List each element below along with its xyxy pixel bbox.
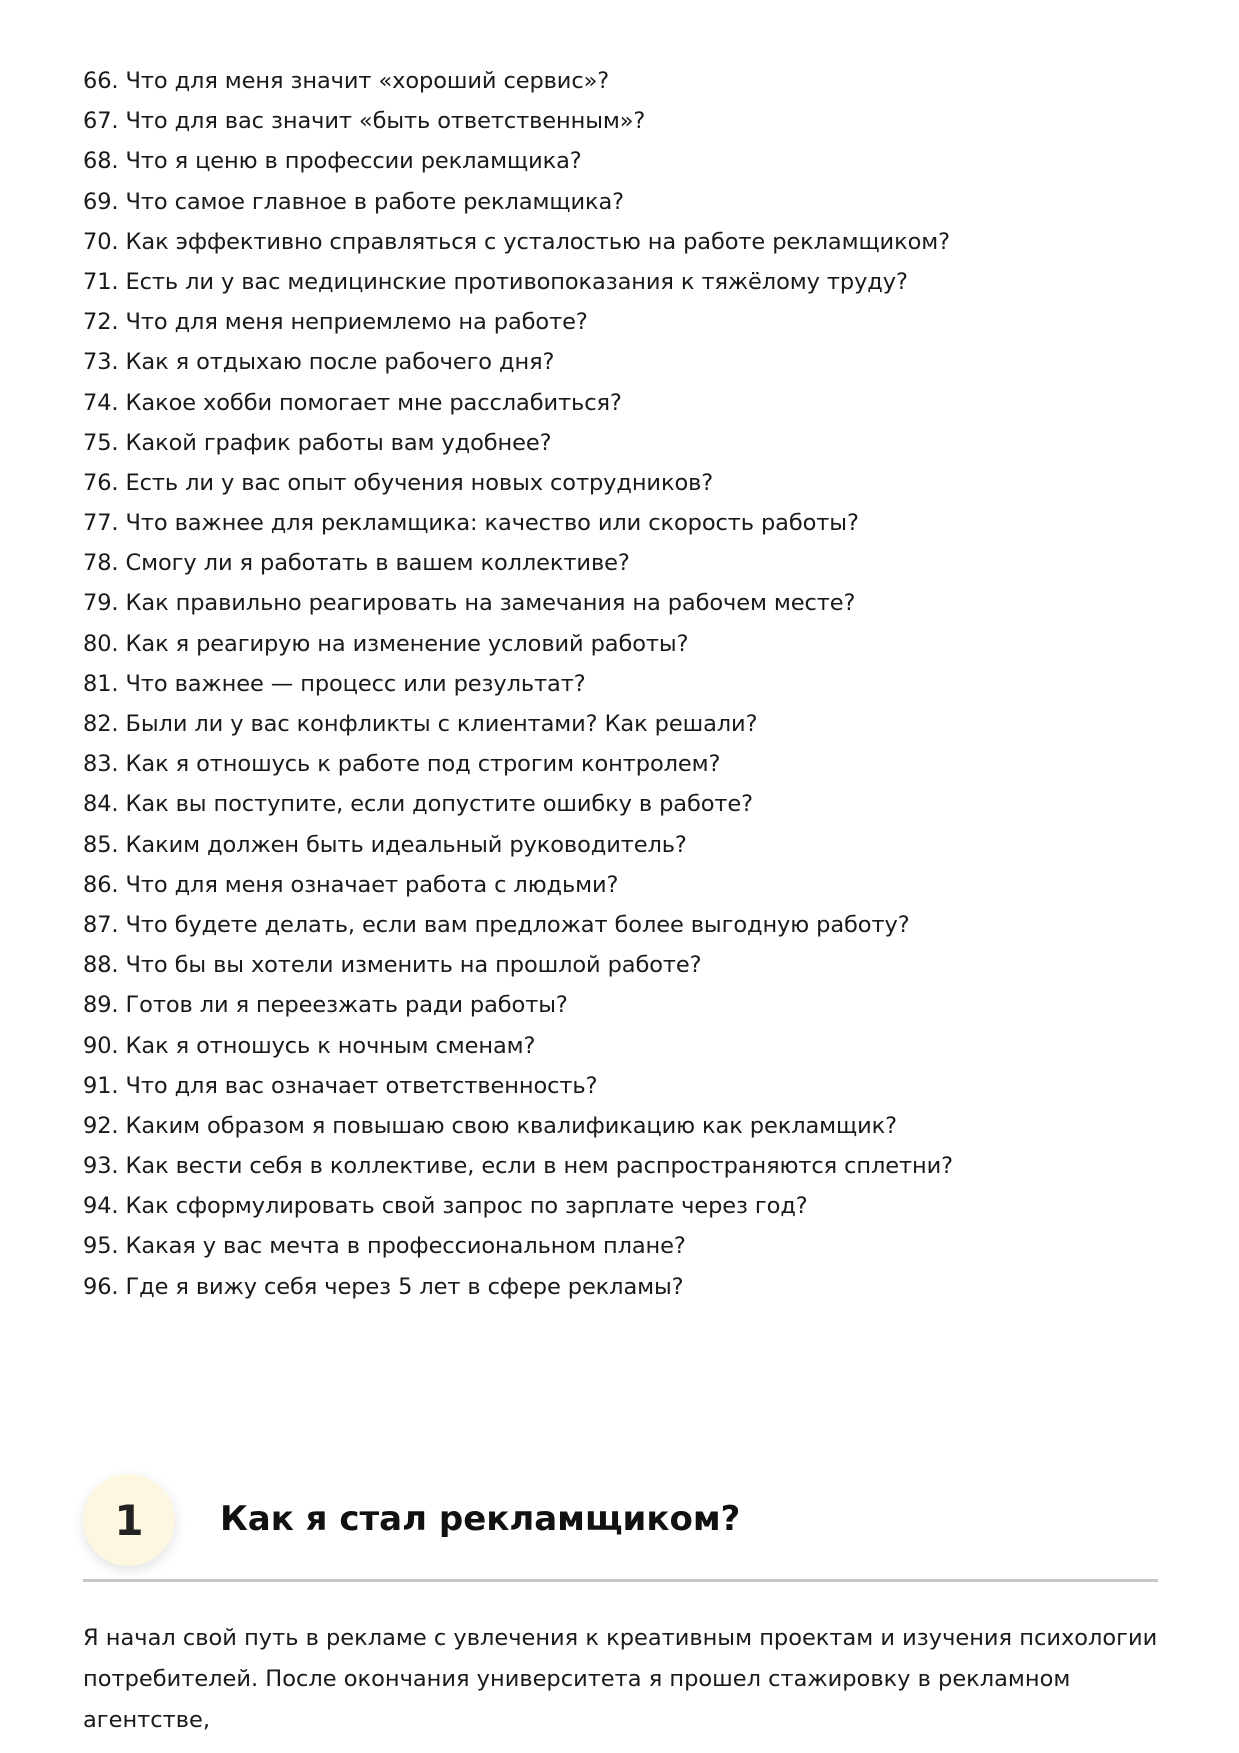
list-item: 85. Каким должен быть идеальный руководитель?: [83, 831, 687, 858]
list-item: 88. Что бы вы хотели изменить на прошлой работе?: [83, 952, 702, 979]
question-list: [83, 61, 953, 1307]
list-item: 81. Что важнее — процесс или результат?: [83, 670, 586, 697]
list-item: 66. Что для меня значит «хороший сервис»?: [83, 68, 610, 94]
list-item: 73. Как я отдыхаю после рабочего дня?: [83, 349, 555, 376]
list-item: 95. Какая у вас мечта в профессиональном плане?: [83, 1233, 686, 1260]
list-item: 94. Как сформулировать свой запрос по зарплате через год?: [83, 1193, 808, 1220]
list-item: 83. Как я отношусь к работе под строгим контролем?: [83, 751, 721, 778]
list-item: 87. Что будете делать, если вам предложат более выгодную работу?: [83, 911, 910, 938]
list-item: 71. Есть ли у вас медицинские противопоказания к тяжёлому труду?: [83, 268, 908, 295]
list-item: 84. Как вы поступите, если допустите ошибку в работе?: [83, 791, 754, 818]
list-item: 67. Что для вас значит «быть ответственным»?: [83, 108, 646, 135]
list-item: 68. Что я ценю в профессии рекламщика?: [83, 148, 582, 175]
list-item: 77. Что важнее для рекламщика: качество или скорость работы?: [83, 510, 859, 537]
list-item: 92. Каким образом я повышаю свою квалификацию как рекламщик?: [83, 1112, 897, 1139]
list-item: 75. Какой график работы вам удобнее?: [83, 429, 552, 456]
section-title: Как я стал рекламщиком?: [220, 1499, 741, 1539]
list-item: 89. Готов ли я переезжать ради работы?: [83, 992, 568, 1019]
list-item: 69. Что самое главное в работе рекламщика?: [83, 188, 625, 215]
list-item: 74. Какое хобби помогает мне расслабиться?: [83, 389, 622, 416]
section-paragraph: Я начал свой путь в рекламе с увлечения к креативным проектам и изучения психологии потребителей. После окончания университета я прошел стажировку в рекламном агентстве,: [83, 1625, 1158, 1733]
list-item: 78. Смогу ли я работать в вашем коллективе?: [83, 550, 630, 577]
list-item: 72. Что для меня неприемлемо на работе?: [83, 309, 588, 336]
list-item: 79. Как правильно реагировать на замечания на рабочем месте?: [83, 590, 856, 617]
list-item: 76. Есть ли у вас опыт обучения новых сотрудников?: [83, 469, 714, 496]
list-item: 70. Как эффективно справляться с усталостью на работе рекламщиком?: [83, 228, 950, 255]
list-item: 80. Как я реагирую на изменение условий работы?: [83, 630, 689, 657]
list-item: 91. Что для вас означает ответственность?: [83, 1072, 598, 1099]
list-item: 82. Были ли у вас конфликты с клиентами? Как решали?: [83, 711, 758, 737]
list-item: 96. Где я вижу себя через 5 лет в сфере рекламы?: [83, 1273, 684, 1300]
section-number-badge: 1: [83, 1474, 175, 1566]
list-item: 86. Что для меня означает работа с людьми?: [83, 871, 619, 898]
list-item: 90. Как я отношусь к ночным сменам?: [83, 1032, 536, 1059]
list-item: 93. Как вести себя в коллективе, если в нем распространяются сплетни?: [83, 1153, 954, 1180]
section-header: [83, 1474, 1158, 1582]
